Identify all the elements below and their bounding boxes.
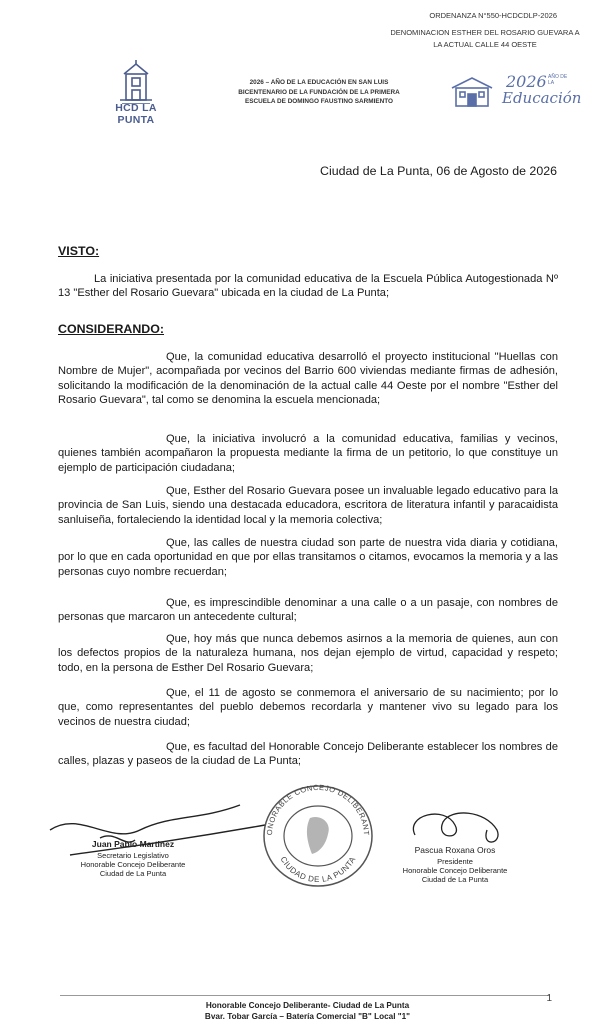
education-year-logo	[448, 70, 582, 112]
president-city: Ciudad de La Punta	[421, 875, 489, 884]
ordinance-number: ORDENANZA N°550-HCDCDLP-2026	[429, 11, 557, 20]
considerando-paragraph: Que, hoy más que nunca debemos asirnos a la memoria de quienes, aun con los defectos propios de la naturaleza humana, nos dejan ejemplo de virtud, capacidad y respeto; todo, en la persona de Esther Del Rosario Guevara;	[58, 633, 558, 674]
logo-small-text: AÑO DE LA	[548, 74, 568, 86]
signature-president	[385, 800, 525, 890]
secretary-org: Honorable Concejo Deliberante	[80, 860, 186, 869]
considerando-paragraph: Que, la iniciativa involucró a la comunidad educativa, familias y vecinos, quienes también acompañaron la propuesta mediante la firma de un petitorio, lo que constituye un ejemplo de participación ciudadana;	[58, 433, 558, 474]
building-icon	[96, 60, 176, 104]
date-line: Ciudad de La Punta, 06 de Agosto de 2026	[320, 164, 557, 178]
considerando-paragraph: Que, es facultad del Honorable Concejo Deliberante establecer los nombres de calles, plazas y paseos de la ciudad de La Punta;	[58, 741, 558, 768]
considerando-paragraph: Que, la comunidad educativa desarrolló el proyecto institucional "Huellas con Nombre de Mujer", acompañada por vecinos del Barrio 600 viviendas mediante firmas de adhesión, solicitando la modificación de la denominación de la actual calle 44 Oeste por el nombre "Esther del Rosario Guevara", tal como se denomina la escuela mencionada;	[58, 351, 558, 406]
seal-top-text: ONORABLE CONCEJO DELIBERANT	[264, 782, 372, 836]
secretary-city: Ciudad de La Punta	[99, 869, 167, 878]
signature-secretary	[40, 800, 270, 890]
president-role: Presidente	[437, 857, 473, 866]
seal-bottom-text: CIUDAD DE LA PUNTA	[278, 855, 358, 885]
visto-text: La iniciativa presentada por la comunidad educativa de la Escuela Pública Autogestionada Nº 13 "Esther del Rosario Guevara" ubicada en la ciudad de La Punta;	[58, 273, 558, 300]
footer-line-1: Honorable Concejo Deliberante- Ciudad de La Punta	[205, 1001, 410, 1010]
seal-stamp	[258, 778, 378, 888]
official-seal	[258, 778, 378, 888]
visto-heading: VISTO:	[58, 244, 100, 258]
motto-line-1: 2026 – AÑO DE LA EDUCACIÓN EN SAN LUIS	[249, 79, 389, 86]
considerando-heading: CONSIDERANDO:	[58, 322, 165, 336]
page-number: 1	[546, 993, 552, 1004]
footer-divider	[60, 995, 550, 996]
motto-line-2: BICENTENARIO DE LA FUNDACIÓN DE LA PRIMERA	[238, 88, 400, 96]
year-motto	[214, 78, 424, 107]
secretary-name: Juan Pablo Martinez	[91, 839, 175, 849]
considerando-paragraph: Que, las calles de nuestra ciudad son parte de nuestra vida diaria y cotidiana, por lo que en cada oportunidad en que por ellas transitamos o citamos, evocamos la memoria y a las personas cuyo nombre recuerdan;	[58, 537, 558, 578]
hcd-logo-text: HCD LA PUNTA	[115, 102, 157, 126]
secretary-role: Secretario Legislativo	[97, 851, 169, 860]
considerando-paragraph: Que, el 11 de agosto se conmemora el aniversario de su nacimiento; por lo que, como representantes del pueblo debemos recordarla y mantener vivo su legado para los vecinos de nuestra ciudad;	[58, 687, 558, 728]
footer-line-2: Bvar. Tobar García – Batería Comercial "B" Local "1"	[204, 1012, 411, 1021]
hcd-logo	[96, 60, 176, 126]
president-name: Pascua Roxana Oros	[414, 845, 496, 855]
logo-year: 2026	[506, 72, 547, 91]
ordinance-subject: DENOMINACION ESTHER DEL ROSARIO GUEVARA A LA ACTUAL CALLE 44 OESTE	[390, 28, 580, 49]
considerando-paragraph: Que, es imprescindible denominar a una calle o a un pasaje, con nombres de personas que marcaron un antecedente cultural;	[58, 597, 558, 624]
school-icon	[448, 72, 500, 110]
logo-education-word: Educación	[502, 89, 582, 107]
motto-line-3: ESCUELA DE DOMINGO FAUSTINO SARMIENTO	[244, 98, 394, 105]
considerando-paragraph: Que, Esther del Rosario Guevara posee un invaluable legado educativo para la provincia de San Luis, siendo una destacada educadora, escritora de literatura infantil y paracaidista sanluiseña, fortaleciendo la identidad local y la memoria colectiva;	[58, 485, 558, 526]
president-org: Honorable Concejo Deliberante	[402, 866, 508, 875]
